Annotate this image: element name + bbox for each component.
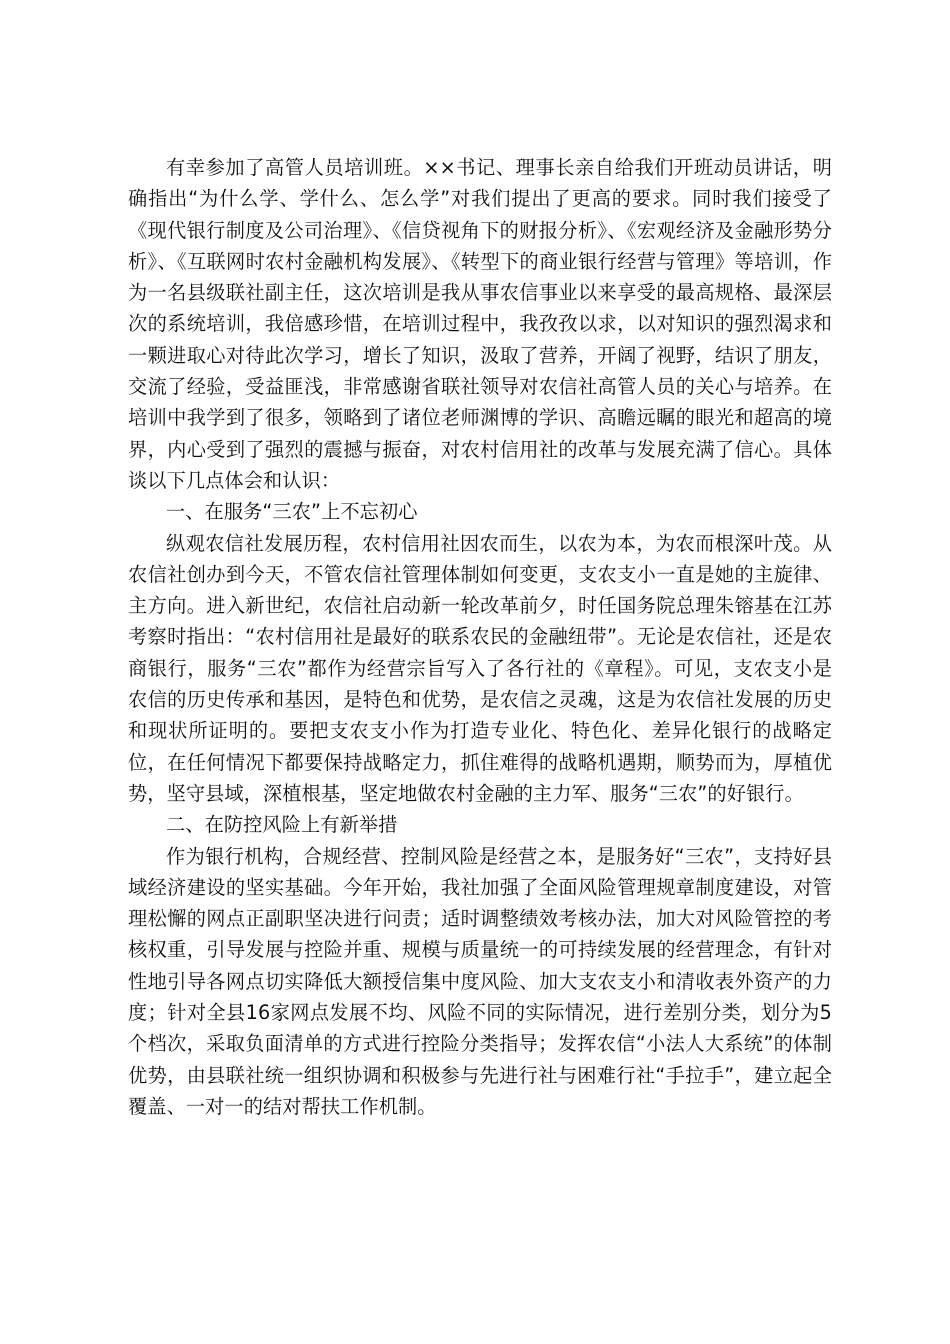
section-heading-1: 一、在服务“三农”上不忘初心 — [166, 500, 418, 524]
document-page — [128, 152, 832, 1122]
paragraph-section-1: 纵观农信社发展历程，农村信用社因农而生，以农为本，为农而根深叶茂。从农信社创办到今天，不管农信社管理体制如何变更，支农支小一直是她的主旋律、主方向。进入新世纪，农信社启动新一轮改革前夕，时任国务院总理朱镕基在江苏考察时指出：“农村信用社是最好的联系农民的金融纽带”。无论是农信社，还是农商银行，服务“三农”都作为经营宗旨写入了各行社的《章程》。可见，支农支小是农信的历史传承和基因，是特色和优势，是农信之灵魂，这是为农信社发展的历史和现状所证明的。要把支农支小作为打造专业化、特色化、差异化银行的战略定位，在任何情况下都要保持战略定力，抓住难得的战略机遇期，顺势而为，厚植优势，坚守县域，深植根基，坚定地做农村金融的主力军、服务“三农”的好银行。 — [128, 531, 832, 805]
paragraph-intro: 有幸参加了高管人员培训班。××书记、理事长亲自给我们开班动员讲话，明确指出“为什么学、学什么、怎么学”对我们提出了更高的要求。同时我们接受了《现代银行制度及公司治理》、《信贷视角下的财报分析》、《宏观经济及金融形势分析》、《互联网时农村金融机构发展》、《转型下的商业银行经营与管理》等培训，作为一名县级联社副主任，这次培训是我从事农信事业以来享受的最高规格、最深层次的系统培训，我倍感珍惜，在培训过程中，我孜孜以求，以对知识的强烈渴求和一颗进取心对待此次学习，增长了知识，汲取了营养，开阔了视野，结识了朋友，交流了经验，受益匪浅，非常感谢省联社领导对农信社高管人员的关心与培养。在培训中我学到了很多，领略到了诸位老师渊博的学识、高瞻远瞩的眼光和超高的境界，内心受到了强烈的震撼与振奋，对农村信用社的改革与发展充满了信心。具体谈以下几点体会和认识： — [128, 156, 832, 492]
section-heading-2: 二、在防控风险上有新举措 — [166, 813, 398, 837]
paragraph-section-2: 作为银行机构，合规经营、控制风险是经营之本，是服务好“三农”，支持好县域经济建设的坚实基础。今年开始，我社加强了全面风险管理规章制度建设，对管理松懈的网点正副职坚决进行问责；适时调整绩效考核办法，加大对风险管控的考核权重，引导发展与控险并重、规模与质量统一的可持续发展的经营理念，有针对性地引导各网点切实降低大额授信集中度风险、加大支农支小和清收表外资产的力度；针对全县16家网点发展不均、风险不同的实际情况，进行差别分类，划分为5个档次，采取负面清单的方式进行控险分类指导；发挥农信“小法人大系统”的体制优势，由县联社统一组织协调和积极参与先进行社与困难行社“手拉手”，建立起全覆盖、一对一的结对帮扶工作机制。 — [128, 844, 832, 1118]
